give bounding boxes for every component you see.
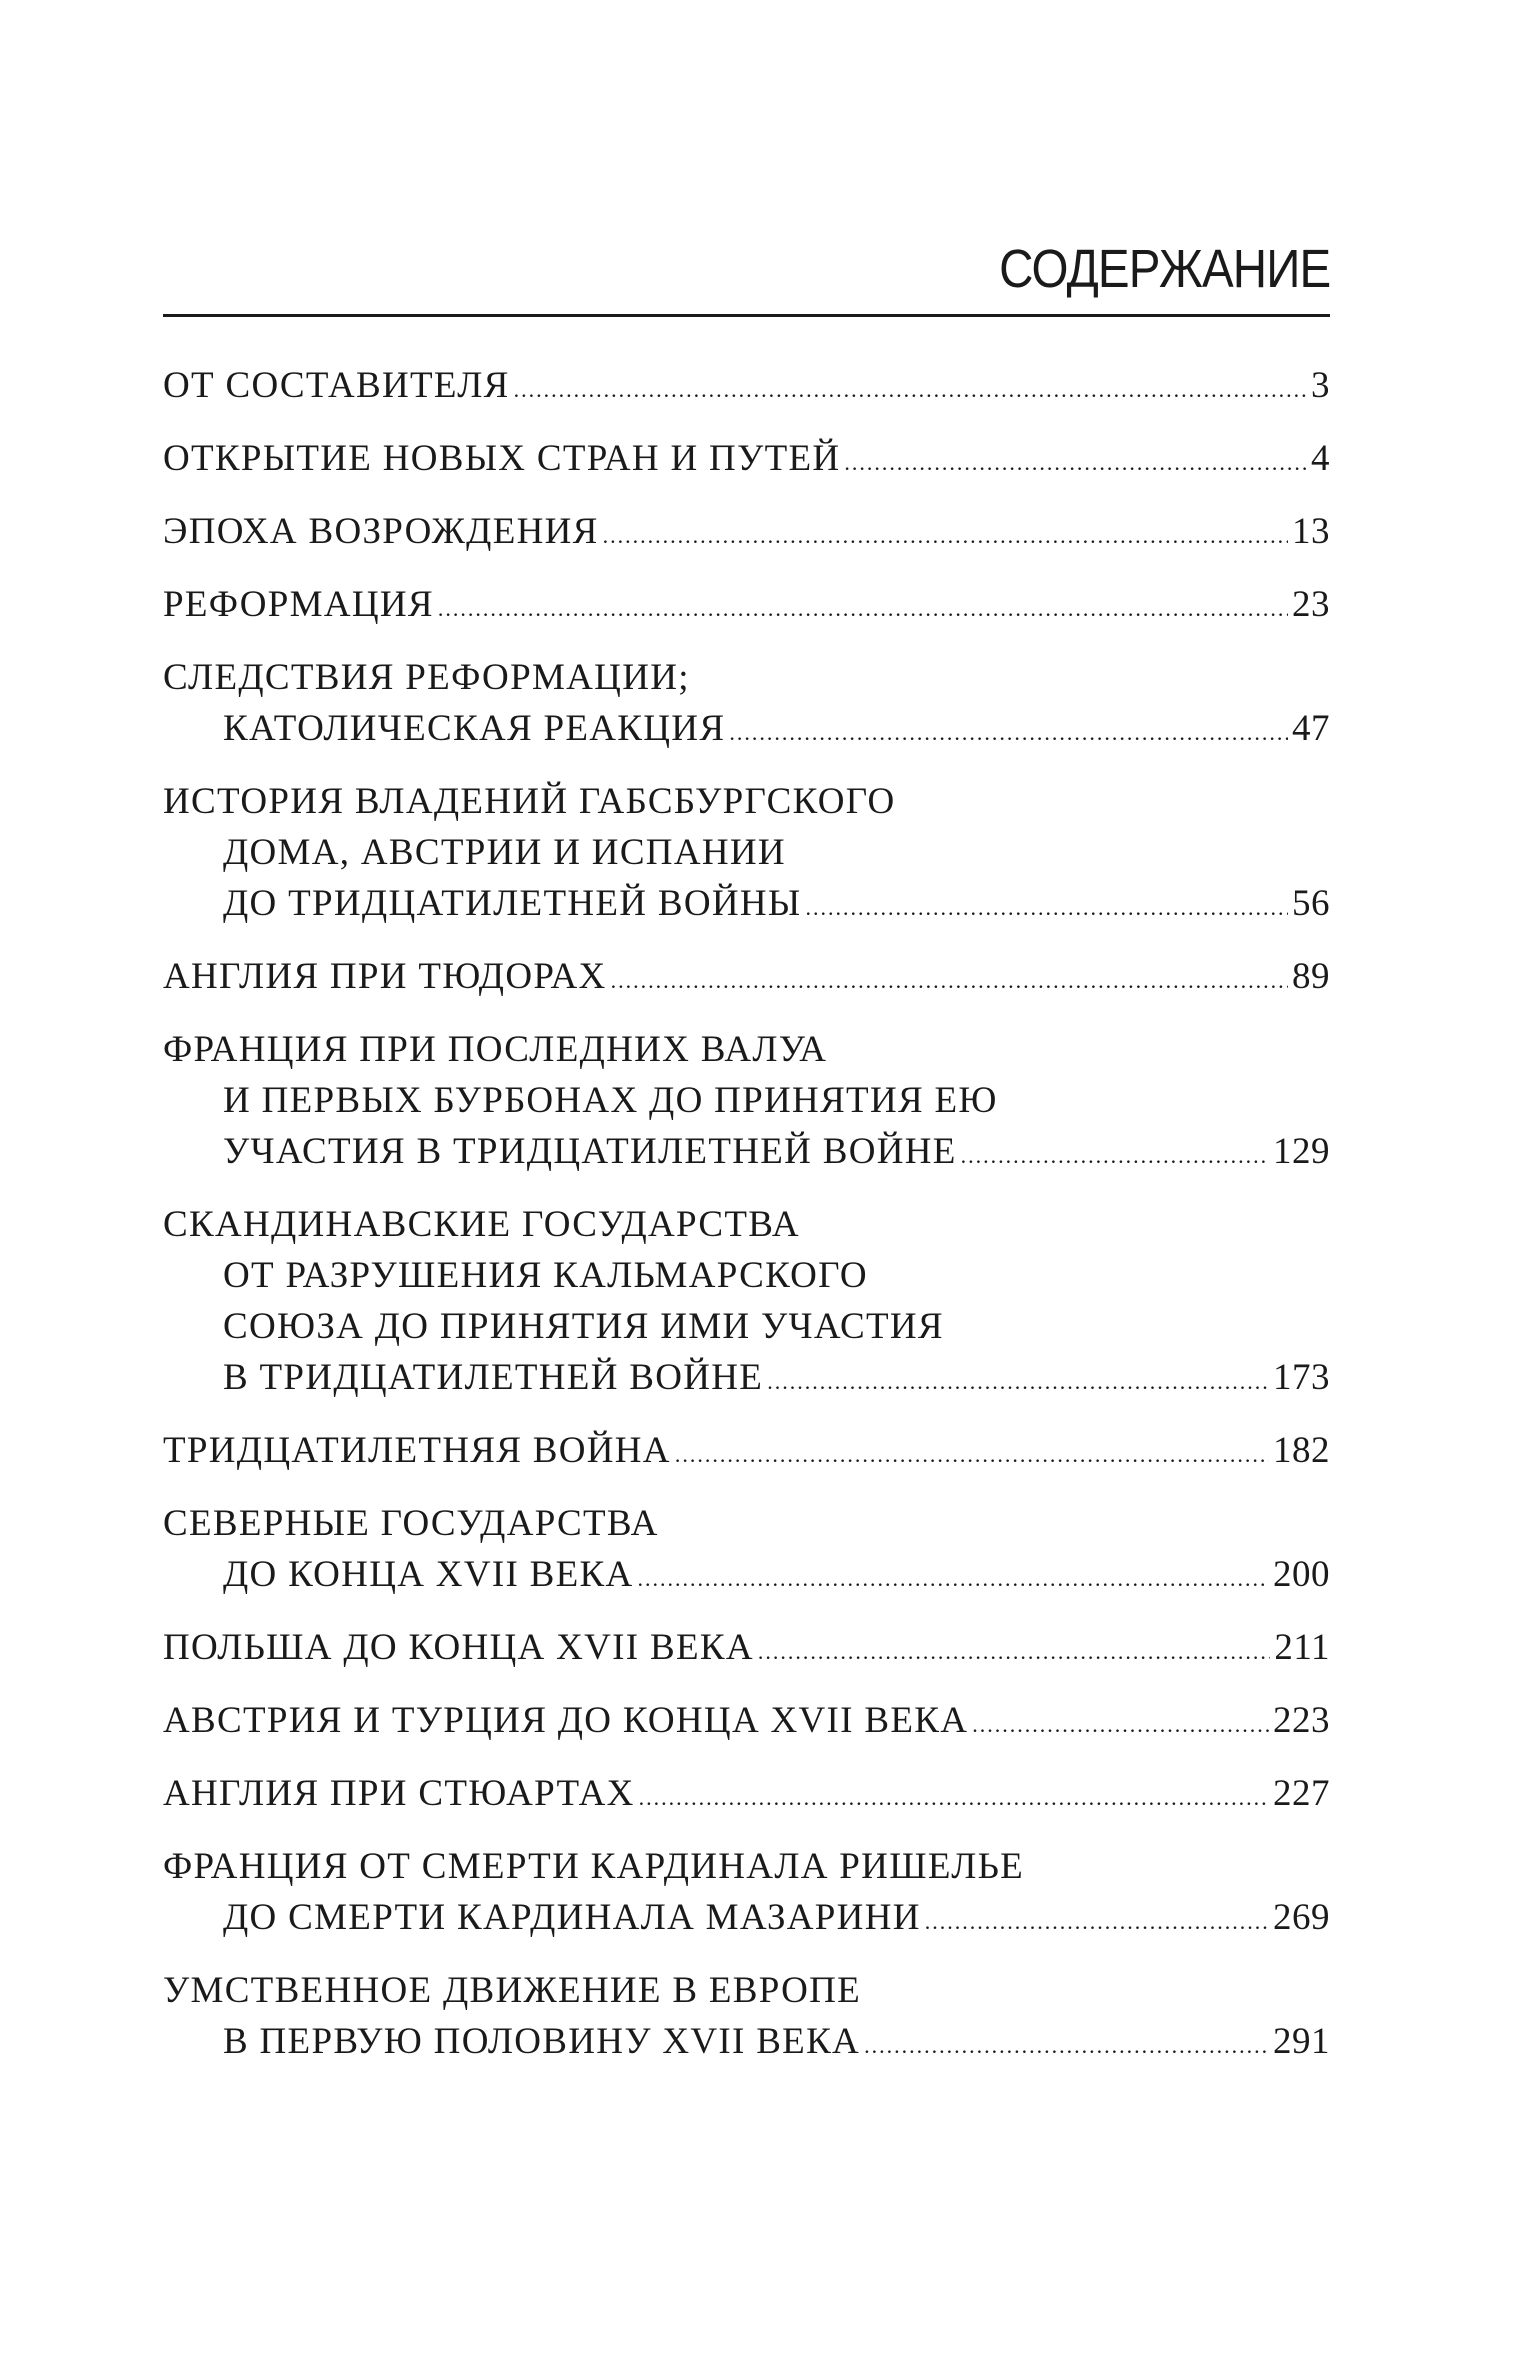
toc-entry-title: АНГЛИЯ ПРИ СТЮАРТАХ [163, 1773, 635, 1814]
dot-leader [758, 1626, 1271, 1677]
toc-entry-line [163, 1498, 1330, 1549]
toc-entry-line [163, 506, 1330, 557]
dot-leader [514, 364, 1307, 415]
toc-page-number: 23 [1292, 584, 1330, 625]
toc-entry-line [163, 703, 1330, 754]
toc-entry-line [163, 951, 1330, 1002]
toc-page-number: 129 [1273, 1131, 1330, 1172]
toc-entry-line [163, 1622, 1330, 1673]
toc-page-number: 56 [1292, 883, 1330, 924]
toc-entry-line [163, 652, 1330, 703]
toc-page-number: 47 [1292, 708, 1330, 749]
toc-entry-title: ДО СМЕРТИ КАРДИНАЛА МАЗАРИНИ [223, 1897, 921, 1938]
toc-entry-title: АНГЛИЯ ПРИ ТЮДОРАХ [163, 956, 607, 997]
toc-page-number: 182 [1273, 1430, 1330, 1471]
toc-entry-title: ОТ РАЗРУШЕНИЯ КАЛЬМАРСКОГО [223, 1255, 868, 1296]
toc-entry-line [163, 1352, 1330, 1403]
toc-entry-line [163, 1301, 1330, 1352]
dot-leader [925, 1896, 1269, 1947]
dot-leader [639, 1772, 1269, 1823]
toc-entry-title: И ПЕРВЫХ БУРБОНАХ ДО ПРИНЯТИЯ ЕЮ [223, 1080, 998, 1121]
toc-page-number: 173 [1273, 1357, 1330, 1398]
toc-entry-line [163, 1075, 1330, 1126]
toc-entry-title: В ПЕРВУЮ ПОЛОВИНУ XVII ВЕКА [223, 2021, 861, 2062]
dot-leader [805, 882, 1288, 933]
toc-entry-line [163, 1965, 1330, 2016]
toc-page-number: 13 [1292, 511, 1330, 552]
toc-entry-line [163, 1549, 1330, 1600]
toc-entry [163, 433, 1330, 484]
toc-entry [163, 1768, 1330, 1819]
toc-entry [163, 360, 1330, 411]
toc-entry-title: ДО КОНЦА XVII ВЕКА [223, 1554, 634, 1595]
toc-entry-line [163, 1024, 1330, 1075]
toc-entry [163, 1965, 1330, 2067]
toc-page-number: 4 [1311, 438, 1330, 479]
toc-entry-line [163, 1425, 1330, 1476]
dot-leader [638, 1553, 1269, 1604]
page-title: СОДЕРЖАНИЕ [998, 239, 1330, 299]
toc-entry [163, 1695, 1330, 1746]
toc-entry-line [163, 1768, 1330, 1819]
toc-entry-title: ДОМА, АВСТРИИ И ИСПАНИИ [223, 832, 786, 873]
toc-entry-title: РЕФОРМАЦИЯ [163, 584, 434, 625]
toc-entry-title: ФРАНЦИЯ ОТ СМЕРТИ КАРДИНАЛА РИШЕЛЬЕ [163, 1846, 1025, 1887]
toc-entry-line [163, 776, 1330, 827]
toc-page-number: 3 [1311, 365, 1330, 406]
toc-entry-title: АВСТРИЯ И ТУРЦИЯ ДО КОНЦА XVII ВЕКА [163, 1700, 969, 1741]
toc-page-number: 291 [1273, 2021, 1330, 2062]
toc-entry-title: В ТРИДЦАТИЛЕТНЕЙ ВОЙНЕ [223, 1357, 764, 1398]
toc-entry-title: ПОЛЬША ДО КОНЦА XVII ВЕКА [163, 1627, 754, 1668]
toc-entry [163, 652, 1330, 754]
toc-entry-line [163, 1199, 1330, 1250]
toc-entry-line [163, 1126, 1330, 1177]
dot-leader [961, 1130, 1269, 1181]
title-rule [163, 314, 1330, 317]
table-of-contents [163, 360, 1330, 2089]
toc-entry-line [163, 878, 1330, 929]
dot-leader [611, 955, 1288, 1006]
toc-entry-line [163, 360, 1330, 411]
toc-entry [163, 1498, 1330, 1600]
toc-entry-line [163, 1250, 1330, 1301]
dot-leader [675, 1429, 1269, 1480]
toc-entry [163, 1841, 1330, 1943]
toc-entry [163, 776, 1330, 929]
dot-leader [603, 510, 1288, 561]
toc-page-number: 269 [1273, 1897, 1330, 1938]
toc-entry-line [163, 2016, 1330, 2067]
toc-entry [163, 1199, 1330, 1403]
toc-entry-title: УЧАСТИЯ В ТРИДЦАТИЛЕТНЕЙ ВОЙНЕ [223, 1131, 957, 1172]
toc-page-number: 211 [1274, 1627, 1330, 1668]
toc-page-number: 89 [1292, 956, 1330, 997]
toc-entry [163, 1622, 1330, 1673]
toc-entry [163, 1425, 1330, 1476]
toc-entry-title: ИСТОРИЯ ВЛАДЕНИЙ ГАБСБУРГСКОГО [163, 781, 896, 822]
toc-entry-title: ЭПОХА ВОЗРОЖДЕНИЯ [163, 511, 599, 552]
dot-leader [864, 2020, 1269, 2071]
dot-leader [438, 583, 1288, 634]
toc-entry-line [163, 1695, 1330, 1746]
toc-page-number: 223 [1273, 1700, 1330, 1741]
dot-leader [729, 707, 1288, 758]
toc-entry-title: ТРИДЦАТИЛЕТНЯЯ ВОЙНА [163, 1430, 671, 1471]
toc-entry-line [163, 1892, 1330, 1943]
toc-entry-line [163, 579, 1330, 630]
toc-entry-title: ОТ СОСТАВИТЕЛЯ [163, 365, 510, 406]
toc-entry [163, 951, 1330, 1002]
toc-entry-title: КАТОЛИЧЕСКАЯ РЕАКЦИЯ [223, 708, 726, 749]
toc-entry-title: СКАНДИНАВСКИЕ ГОСУДАРСТВА [163, 1204, 800, 1245]
toc-entry-title: ОТКРЫТИЕ НОВЫХ СТРАН И ПУТЕЙ [163, 438, 841, 479]
toc-entry-line [163, 1841, 1330, 1892]
toc-entry-line [163, 827, 1330, 878]
toc-entry-title: ФРАНЦИЯ ПРИ ПОСЛЕДНИХ ВАЛУА [163, 1029, 828, 1070]
dot-leader [972, 1699, 1269, 1750]
toc-entry-title: СЕВЕРНЫЕ ГОСУДАРСТВА [163, 1503, 659, 1544]
toc-entry-title: УМСТВЕННОЕ ДВИЖЕНИЕ В ЕВРОПЕ [163, 1970, 862, 2011]
toc-page-number: 227 [1273, 1773, 1330, 1814]
toc-entry-title: СЛЕДСТВИЯ РЕФОРМАЦИИ; [163, 657, 690, 698]
toc-entry-title: ДО ТРИДЦАТИЛЕТНЕЙ ВОЙНЫ [223, 883, 802, 924]
toc-entry-line [163, 433, 1330, 484]
toc-entry-title: СОЮЗА ДО ПРИНЯТИЯ ИМИ УЧАСТИЯ [223, 1306, 944, 1347]
dot-leader [844, 437, 1307, 488]
toc-entry [163, 579, 1330, 630]
toc-entry [163, 506, 1330, 557]
toc-page-number: 200 [1273, 1554, 1330, 1595]
dot-leader [767, 1356, 1269, 1407]
toc-entry [163, 1024, 1330, 1177]
